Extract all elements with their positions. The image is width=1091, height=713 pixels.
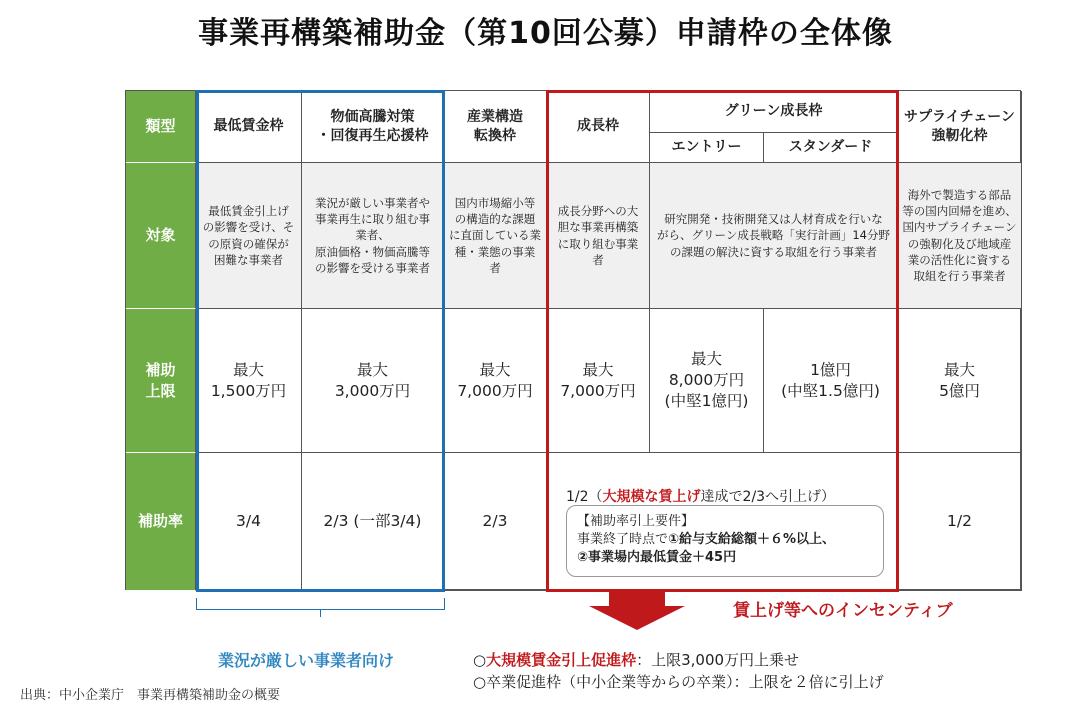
requirement-line-2-bold: ②事業場内最低賃金＋45円 bbox=[577, 549, 737, 565]
row-label-target: 対象 bbox=[126, 163, 196, 309]
rate-supply-chain: 1/2 bbox=[898, 453, 1022, 591]
row-label-limit: 補助 上限 bbox=[126, 309, 196, 453]
limit-supply-chain: 最大 5億円 bbox=[898, 309, 1022, 453]
bullet-mark: ○ bbox=[473, 651, 487, 669]
target-price-surge: 業況が厳しい事業者や 事業再生に取り組む事 業者、 原油価格・物価高騰等 の影響を受ける事業者 bbox=[302, 163, 444, 309]
rate-note-headline bbox=[566, 486, 835, 506]
bullet-highlight: 大規模賃金引上促進枠 bbox=[486, 651, 637, 669]
header-min-wage: 最低賃金枠 bbox=[196, 91, 302, 163]
bullet-item bbox=[473, 672, 884, 694]
rate-note-prefix: 1/2（ bbox=[566, 489, 603, 505]
target-industry: 国内市場縮小等 の構造的な課題 に直面している業 種・業態の事業 者 bbox=[444, 163, 547, 309]
rate-note-suffix: 達成で2/3へ引上げ） bbox=[700, 489, 836, 505]
header-green-standard: スタンダード bbox=[764, 133, 898, 163]
row-label-type: 類型 bbox=[126, 91, 196, 163]
target-green: 研究開発・技術開発又は人材育成を行いな がら、グリーン成長戦略「実行計画」14分野 の課題の解決に資する取組を行う事業者 bbox=[650, 163, 898, 309]
rate-price-surge: 2/3 (一部3/4) bbox=[302, 453, 444, 591]
bullet-item bbox=[473, 650, 884, 672]
down-arrow-icon bbox=[589, 592, 685, 630]
rate-note-highlight: 大規模な賃上げ bbox=[602, 489, 701, 505]
limit-green-entry: 最大 8,000万円 (中堅1億円) bbox=[650, 309, 764, 453]
blue-highlight-frame bbox=[196, 90, 445, 592]
limit-growth: 最大 7,000万円 bbox=[547, 309, 650, 453]
source-note: 出典：中小企業庁 事業再構築補助金の概要 bbox=[20, 688, 281, 703]
blue-group-label: 業況が厳しい事業者向け bbox=[218, 651, 395, 670]
bullet-text: 卒業促進枠（中小企業等からの卒業）：上限を２倍に引上げ bbox=[486, 672, 884, 691]
row-label-rate: 補助率 bbox=[126, 453, 196, 591]
incentive-bullets bbox=[473, 650, 884, 694]
target-supply-chain: 海外で製造する部品 等の国内回帰を進め、 国内サプライチェーン の強靭化及び地域産 業の活性化に資する 取組を行う事業者 bbox=[898, 163, 1022, 309]
requirement-line-1-bold: ①給与支給総額＋６%以上、 bbox=[668, 531, 836, 547]
header-green-entry: エントリー bbox=[650, 133, 764, 163]
incentive-label: 賃上げ等へのインセンティブ bbox=[733, 601, 953, 621]
header-industry: 産業構造 転換枠 bbox=[444, 91, 547, 163]
requirement-title: 【補助率引上要件】 bbox=[577, 514, 695, 529]
target-min-wage: 最低賃金引上げ の影響を受け、そ の原資の確保が 困難な事業者 bbox=[196, 163, 302, 309]
header-growth: 成長枠 bbox=[547, 91, 650, 163]
rate-min-wage: 3/4 bbox=[196, 453, 302, 591]
limit-price-surge: 最大 3,000万円 bbox=[302, 309, 444, 453]
header-green: グリーン成長枠 bbox=[650, 91, 898, 133]
limit-green-standard: 1億円 (中堅1.5億円) bbox=[764, 309, 898, 453]
limit-min-wage: 最大 1,500万円 bbox=[196, 309, 302, 453]
blue-brace-tip bbox=[320, 609, 321, 617]
header-supply-chain: サプライチェーン 強靭化枠 bbox=[898, 91, 1022, 163]
header-price-surge: 物価高騰対策 ・回復再生応援枠 bbox=[302, 91, 444, 163]
bullet-mark: ○ bbox=[473, 672, 487, 691]
requirement-line-1-prefix: 事業終了時点で bbox=[577, 531, 669, 547]
rate-industry: 2/3 bbox=[444, 453, 547, 591]
requirement-line-2 bbox=[577, 549, 873, 567]
target-growth: 成長分野への大 胆な事業再構築 に取り組む事業 者 bbox=[547, 163, 650, 309]
rate-requirement-box bbox=[566, 505, 884, 577]
bullet-text: ：上限3,000万円上乗せ bbox=[636, 651, 800, 669]
page-title: 事業再構築補助金（第10回公募）申請枠の全体像 bbox=[198, 16, 893, 51]
limit-industry: 最大 7,000万円 bbox=[444, 309, 547, 453]
requirement-line-1 bbox=[577, 531, 873, 549]
